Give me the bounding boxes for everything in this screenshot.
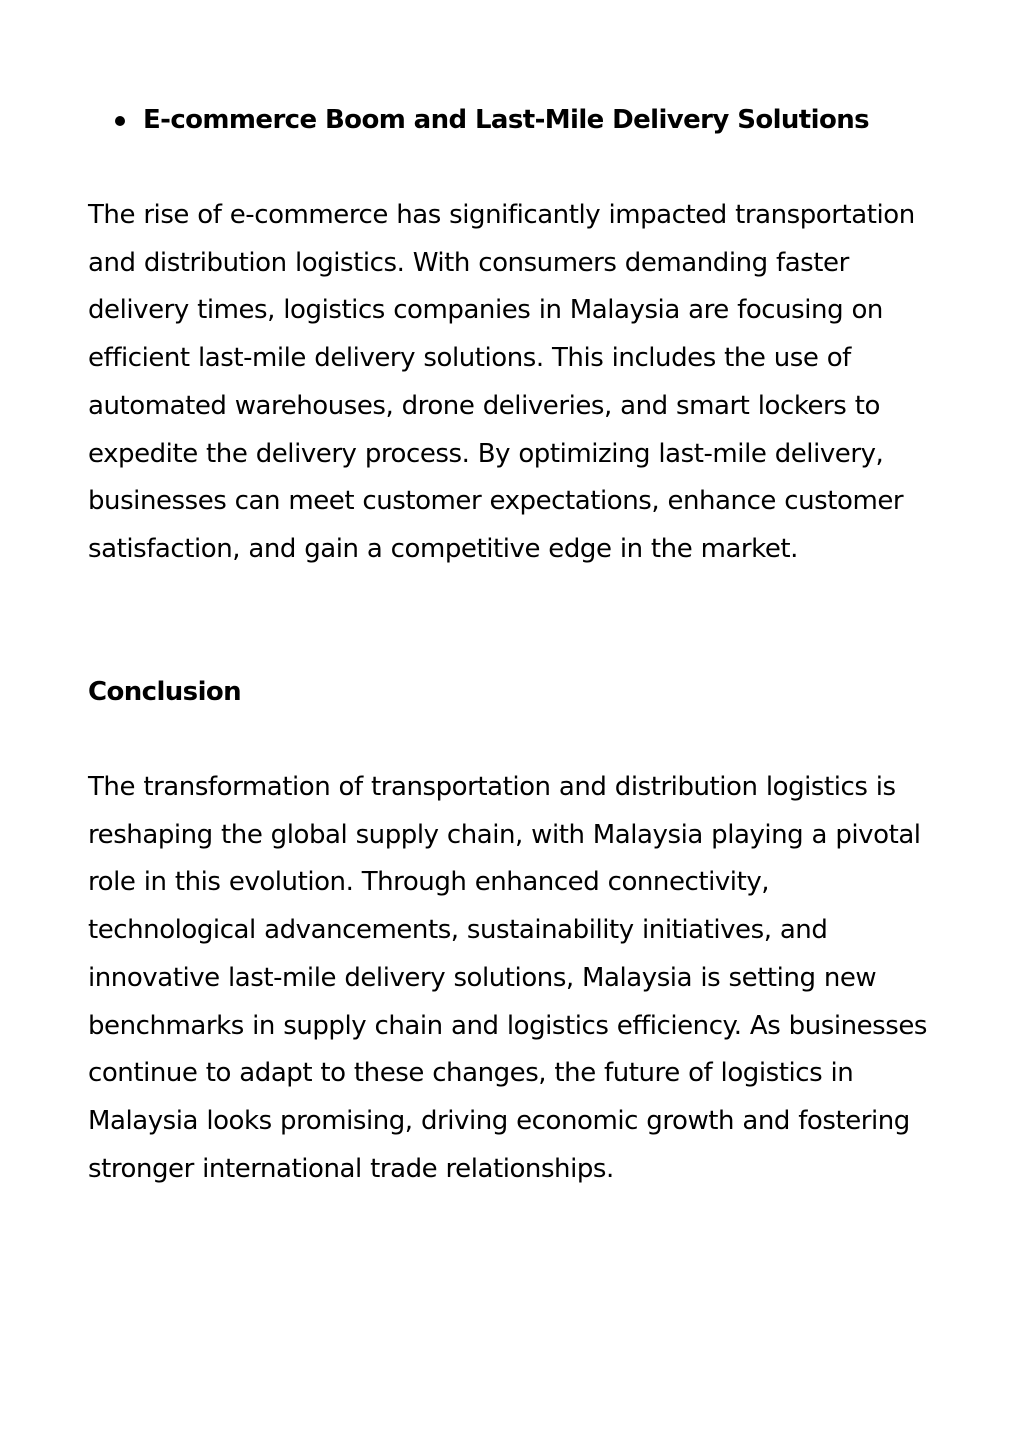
- conclusion-heading: Conclusion: [88, 677, 242, 707]
- bullet-title: E-commerce Boom and Last-Mile Delivery Solutions: [143, 105, 870, 135]
- conclusion-paragraph: The transformation of transportation and distribution logistics is reshaping the global supply chain, with Malaysia playing a pivotal role in this evolution. Through enhanced connectivity, technological advancements, sustainability initiatives, and innovative last-mile delivery solutions, Malaysia is setting new benchmarks in supply chain and logistics efficiency. As businesses continue to adapt to these changes, the future of logistics in Malaysia looks promising, driving economic growth and fostering stronger international trade relationships.: [88, 772, 928, 1184]
- ecommerce-paragraph: The rise of e-commerce has significantly impacted transportation and distribution logistics. With consumers demanding faster delivery times, logistics companies in Malaysia are focusing on efficient last-mile delivery solutions. This includes the use of automated warehouses, drone deliveries, and smart lockers to expedite the delivery process. By optimizing last-mile delivery, businesses can meet customer expectations, enhance customer satisfaction, and gain a competitive edge in the market.: [88, 200, 915, 564]
- bullet-dot-icon: [115, 116, 125, 126]
- bullet-list: [88, 98, 948, 142]
- bullet-item-ecommerce: [88, 98, 948, 142]
